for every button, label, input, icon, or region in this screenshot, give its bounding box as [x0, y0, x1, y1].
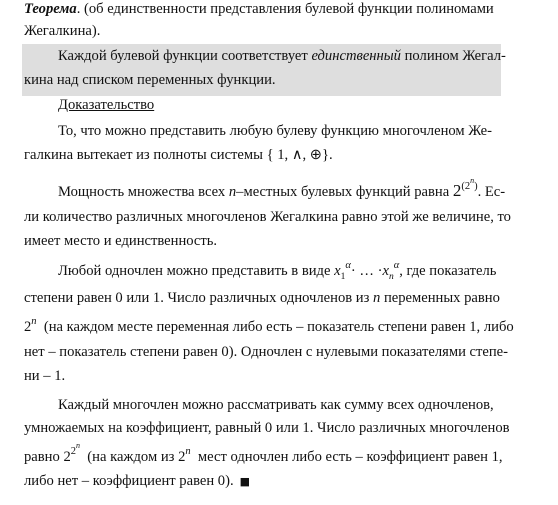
p3-line2: степени равен 0 или 1. Число различных одночленов из n переменных равно: [24, 290, 500, 306]
formula-2-pow-2-pow-n: $2^{(2^n)}$: [452, 176, 478, 200]
theorem-intro-line2: Жегалкина).: [24, 23, 101, 39]
theorem-label: Теорема: [24, 1, 77, 17]
formula-monomial: $x_1^\alpha\cdot$ … $\cdot x_n^\alpha$: [334, 260, 400, 282]
qed-square-icon: ■: [239, 475, 251, 488]
p3-line1: Любой одночлен можно представить в виде $x_1^\alpha\cdot$ … $\cdot x_n^\alpha$, где показатель: [58, 260, 497, 282]
p1-line2: галкина вытекает из полноты системы { 1, ∧, ⊕}.: [24, 147, 333, 163]
statement-emphasis: единственный: [311, 48, 401, 64]
p3-line4: нет – показатель степени равен 0). Одночлен с нулевыми показателями степе-: [24, 344, 509, 360]
p4-line2: умножаемых на коэффициент, равный 0 или 1. Число различных многочленов: [24, 420, 510, 436]
statement-line1: Каждой булевой функции соответствует единственный полином Жегал-: [58, 48, 506, 64]
p2-line2: ли количество различных многочленов Жегалкина равно этой же величине, то: [24, 209, 511, 225]
statement-line2: кина над списком переменных функции.: [24, 72, 276, 88]
formula-2-pow-n: 2$^n$: [24, 316, 37, 335]
p2-line3: имеет место и единственность.: [24, 233, 218, 249]
p4-line4: либо нет – коэффициент равен 0). ■: [24, 473, 251, 489]
p4-line1: Каждый многочлен можно рассматривать как сумму всех одночленов,: [58, 397, 494, 413]
p3-line3: 2$^n$ (на каждом месте переменная либо есть – показатель степени равен 1, либо: [24, 316, 514, 335]
p3-line5: ни – 1.: [24, 368, 66, 384]
proof-heading: Доказательство: [58, 97, 155, 113]
theorem-intro-text: . (об единственности представления булевой функции полиномами: [76, 1, 494, 17]
formula-2-pow-n-b: 2$^n$: [178, 446, 191, 465]
formula-2-pow-2-pow-n-b: $2^{2^n}$: [63, 441, 80, 465]
p4-line3: равно $2^{2^n}$ (на каждом из 2$^n$ мест одночлен либо есть – коэффициент равен 1,: [24, 441, 503, 465]
theorem-intro: [24, 0, 494, 18]
p1-line1: То, что можно представить любую булеву функцию многочленом Же-: [58, 123, 492, 139]
p2-line1: Мощность множества всех n–местных булевых функций равна $2^{(2^n)}$. Ес-: [58, 176, 506, 200]
